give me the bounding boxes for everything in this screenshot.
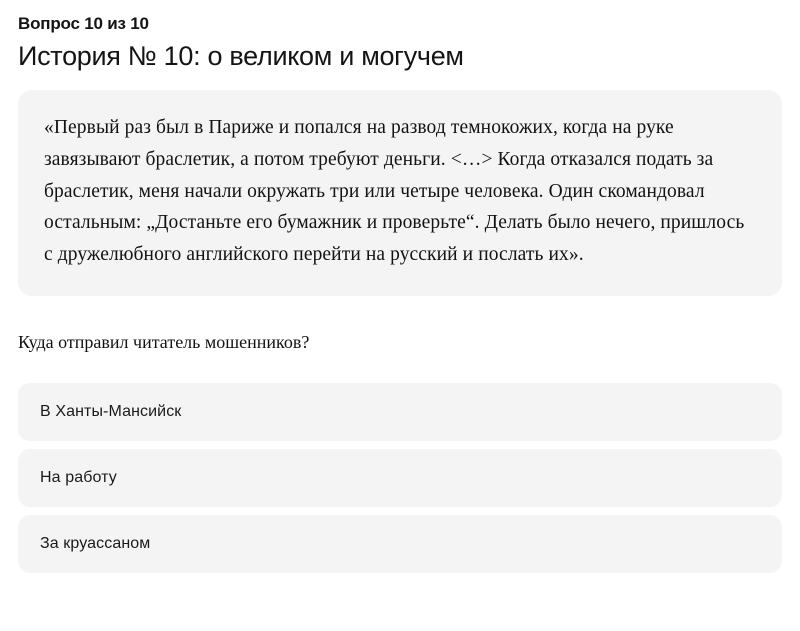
answer-option-label: На работу	[40, 469, 117, 487]
quote-text: «Первый раз был в Париже и попался на развод темнокожих, когда на руке завязывают браслетик, а потом требуют деньги. <…> Когда отказался подать за браслетик, меня начали окружать три или четыре человека. Один скомандовал остальным: „Достаньте его бумажник и проверьте“. Делать было нечего, пришлось с дружелюбного английского перейти на русский и послать их».	[44, 117, 745, 265]
answer-option-3[interactable]	[18, 515, 782, 573]
question-counter: Вопрос 10 из 10	[18, 14, 149, 33]
answer-option-1[interactable]	[18, 383, 782, 441]
answer-options-list	[18, 383, 782, 573]
quote-card	[18, 90, 782, 296]
answer-option-2[interactable]	[18, 449, 782, 507]
answer-option-label: За круассаном	[40, 535, 151, 553]
page-title: История № 10: о великом и могучем	[18, 41, 464, 71]
answer-option-label: В Ханты-Мансийск	[40, 403, 182, 421]
question-text: Куда отправил читатель мошенников?	[18, 332, 310, 353]
